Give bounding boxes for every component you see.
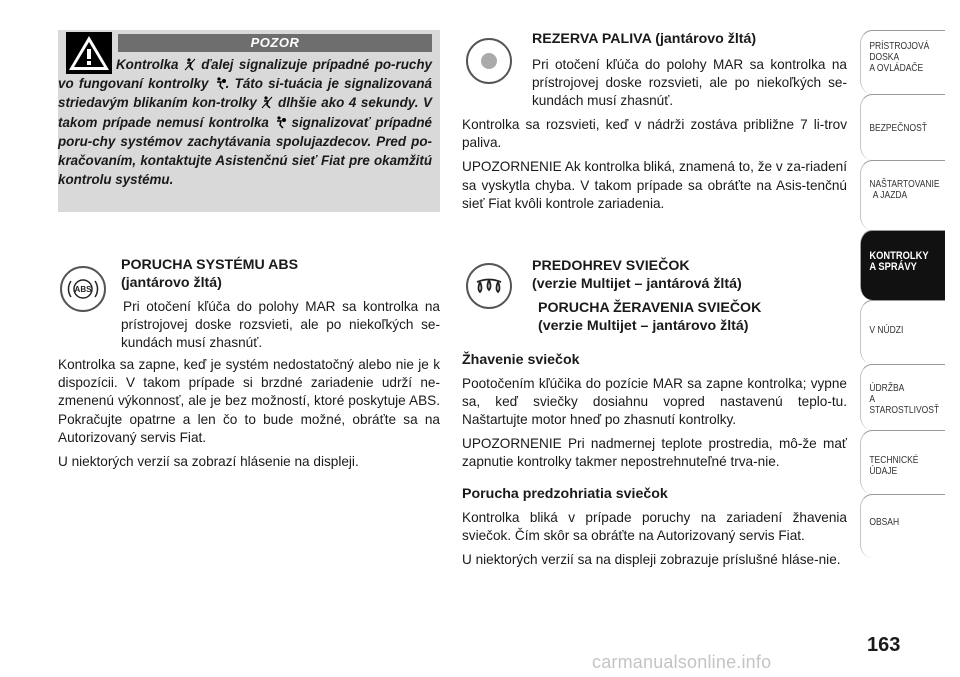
fuel-para-2: Kontrolka sa rozsvieti, keď v nádrži zostáva približne 7 li-trov paliva. [462,117,847,151]
airbag-icon [274,116,286,129]
warning-text-4: dlhšie ako 4 sekundy. V takom prípade nemusí kontrolka [58,95,432,130]
right-column [462,30,847,570]
tab-technicke-udaje[interactable]: TECHNICKÉ ÚDAJE [860,430,945,494]
glow-para-1: Pootočením kľúčika do pozície MAR sa zapne kontrolka; vypne sa, keď sviečky dosiahnu vopred nastavenú teplo-tu. Naštartujte motor hneď po zhasnutí kontrolky. [462,375,847,427]
left-column [58,30,440,471]
warning-triangle-icon [66,32,112,74]
fuel-section [462,30,847,213]
warning-title: POZOR [118,34,432,52]
glow-heading-1: PREDOHREV SVIEČOK [532,257,690,274]
warning-text [58,55,432,189]
page-number: 163 [867,634,901,656]
glow-heading-3: PORUCHA ŽERAVENIA SVIEČOK [538,299,762,316]
chapter-tabs [860,30,960,558]
tab-udrzba[interactable]: ÚDRŽBA A STAROSTLIVOSŤ [860,364,945,430]
glow-subheading-1: Žhavenie sviečok [462,351,580,368]
fuel-heading: REZERVA PALIVA (jantárovo žltá) [532,31,757,47]
glow-plug-icon [466,263,512,309]
tab-pristrojova-doska[interactable]: PRÍSTROJOVÁ DOSKA A OVLÁDAČE [860,30,945,94]
abs-para-2: Kontrolka sa zapne, keď je systém nedostatočný alebo nie je k dispozícii. V takom prípade si brzdné zariadenie udrží ne-zmenenú výkonnosť, ale je bez možností, ktoré poskytuje ABS. Pokračujte opatrne a len čo to bude možné, obráťte sa na Autorizovaný servis Fiat. [58,357,440,445]
abs-para-3: U niektorých verzií sa zobrazí hlásenie na displeji. [58,453,359,469]
glow-subheading-2: Porucha predzohriatia sviečok [462,486,668,503]
glow-para-2: UPOZORNENIE Pri nadmernej teplote prostredia, mô-že mať zapnutie kontrolky takmer nepostrehnuteľné trva-nie. [462,436,847,470]
tab-bezpecnost[interactable]: BEZPEČNOSŤ [860,94,945,160]
abs-icon-label: ABS [74,285,92,294]
abs-heading-sub: (jantárovo žltá) [121,275,222,291]
warning-text-2: ďalej signalizuje prípadné po-ruchy vo fungovaní kontrolky [58,57,432,92]
airbag-icon [214,77,226,90]
glow-heading-4: (verzie Multijet – jantárovo žltá) [538,317,749,334]
glow-para-4: U niektorých verzií sa na displeji zobrazuje príslušné hláse-nie. [462,552,841,568]
warning-box [58,30,440,212]
fuel-para-1: Pri otočení kľúča do polohy MAR sa kontrolka na prístrojovej doske rozsvieti, ale po niekoľkých se-kundách musí zhasnúť. [532,57,847,109]
abs-para-1: Pri otočení kľúča do polohy MAR sa kontrolka na prístrojovej doske rozsvieti, ale po niekoľkých se-kundách musí zhasnúť. [121,299,440,351]
airbag-off-icon [184,58,196,71]
tab-kontrolky[interactable]: KONTROLKY A SPRÁVY [860,230,945,300]
warning-text-5: signalizovať prípadné poru-chy systémov zachytávania spolujazdecov. Pred po-kračovaním, kontaktujte Asistenčnú sieť Fiat pre okamžitú kontrolu systému. [58,114,432,188]
abs-heading: PORUCHA SYSTÉMU ABS [121,257,299,273]
tab-obsah[interactable]: OBSAH [860,494,945,558]
warning-text-1: Kontrolka [116,57,179,72]
glow-plug-section [462,257,847,570]
fuel-para-3: UPOZORNENIE Ak kontrolka bliká, znamená to, že v za-riadení sa vyskytla chyba. V takom prípade sa obráťte na Asis-tenčnú sieť Fiat kvôli kontrole zariadenia. [462,159,847,211]
airbag-off-icon [261,96,273,109]
abs-section [58,256,440,471]
glow-heading-2: (verzie Multijet – jantárová žltá) [532,275,742,292]
fuel-reserve-icon [466,38,512,84]
abs-icon [60,266,106,312]
tab-nastartovanie[interactable]: NAŠTARTOVANIE A JAZDA [860,160,945,230]
tab-v-nudzi[interactable]: V NÚDZI [860,300,945,364]
watermark: carmanualsonline.info [592,652,772,672]
glow-para-3: Kontrolka bliká v prípade poruchy na zariadení žhavenia sviečok. Čím skôr sa obráťte na Autorizovaný servis Fiat. [462,510,847,544]
warning-text-3: . Táto si-tuácia je signalizovaná striedavým blikaním kon-trolky [58,76,432,111]
